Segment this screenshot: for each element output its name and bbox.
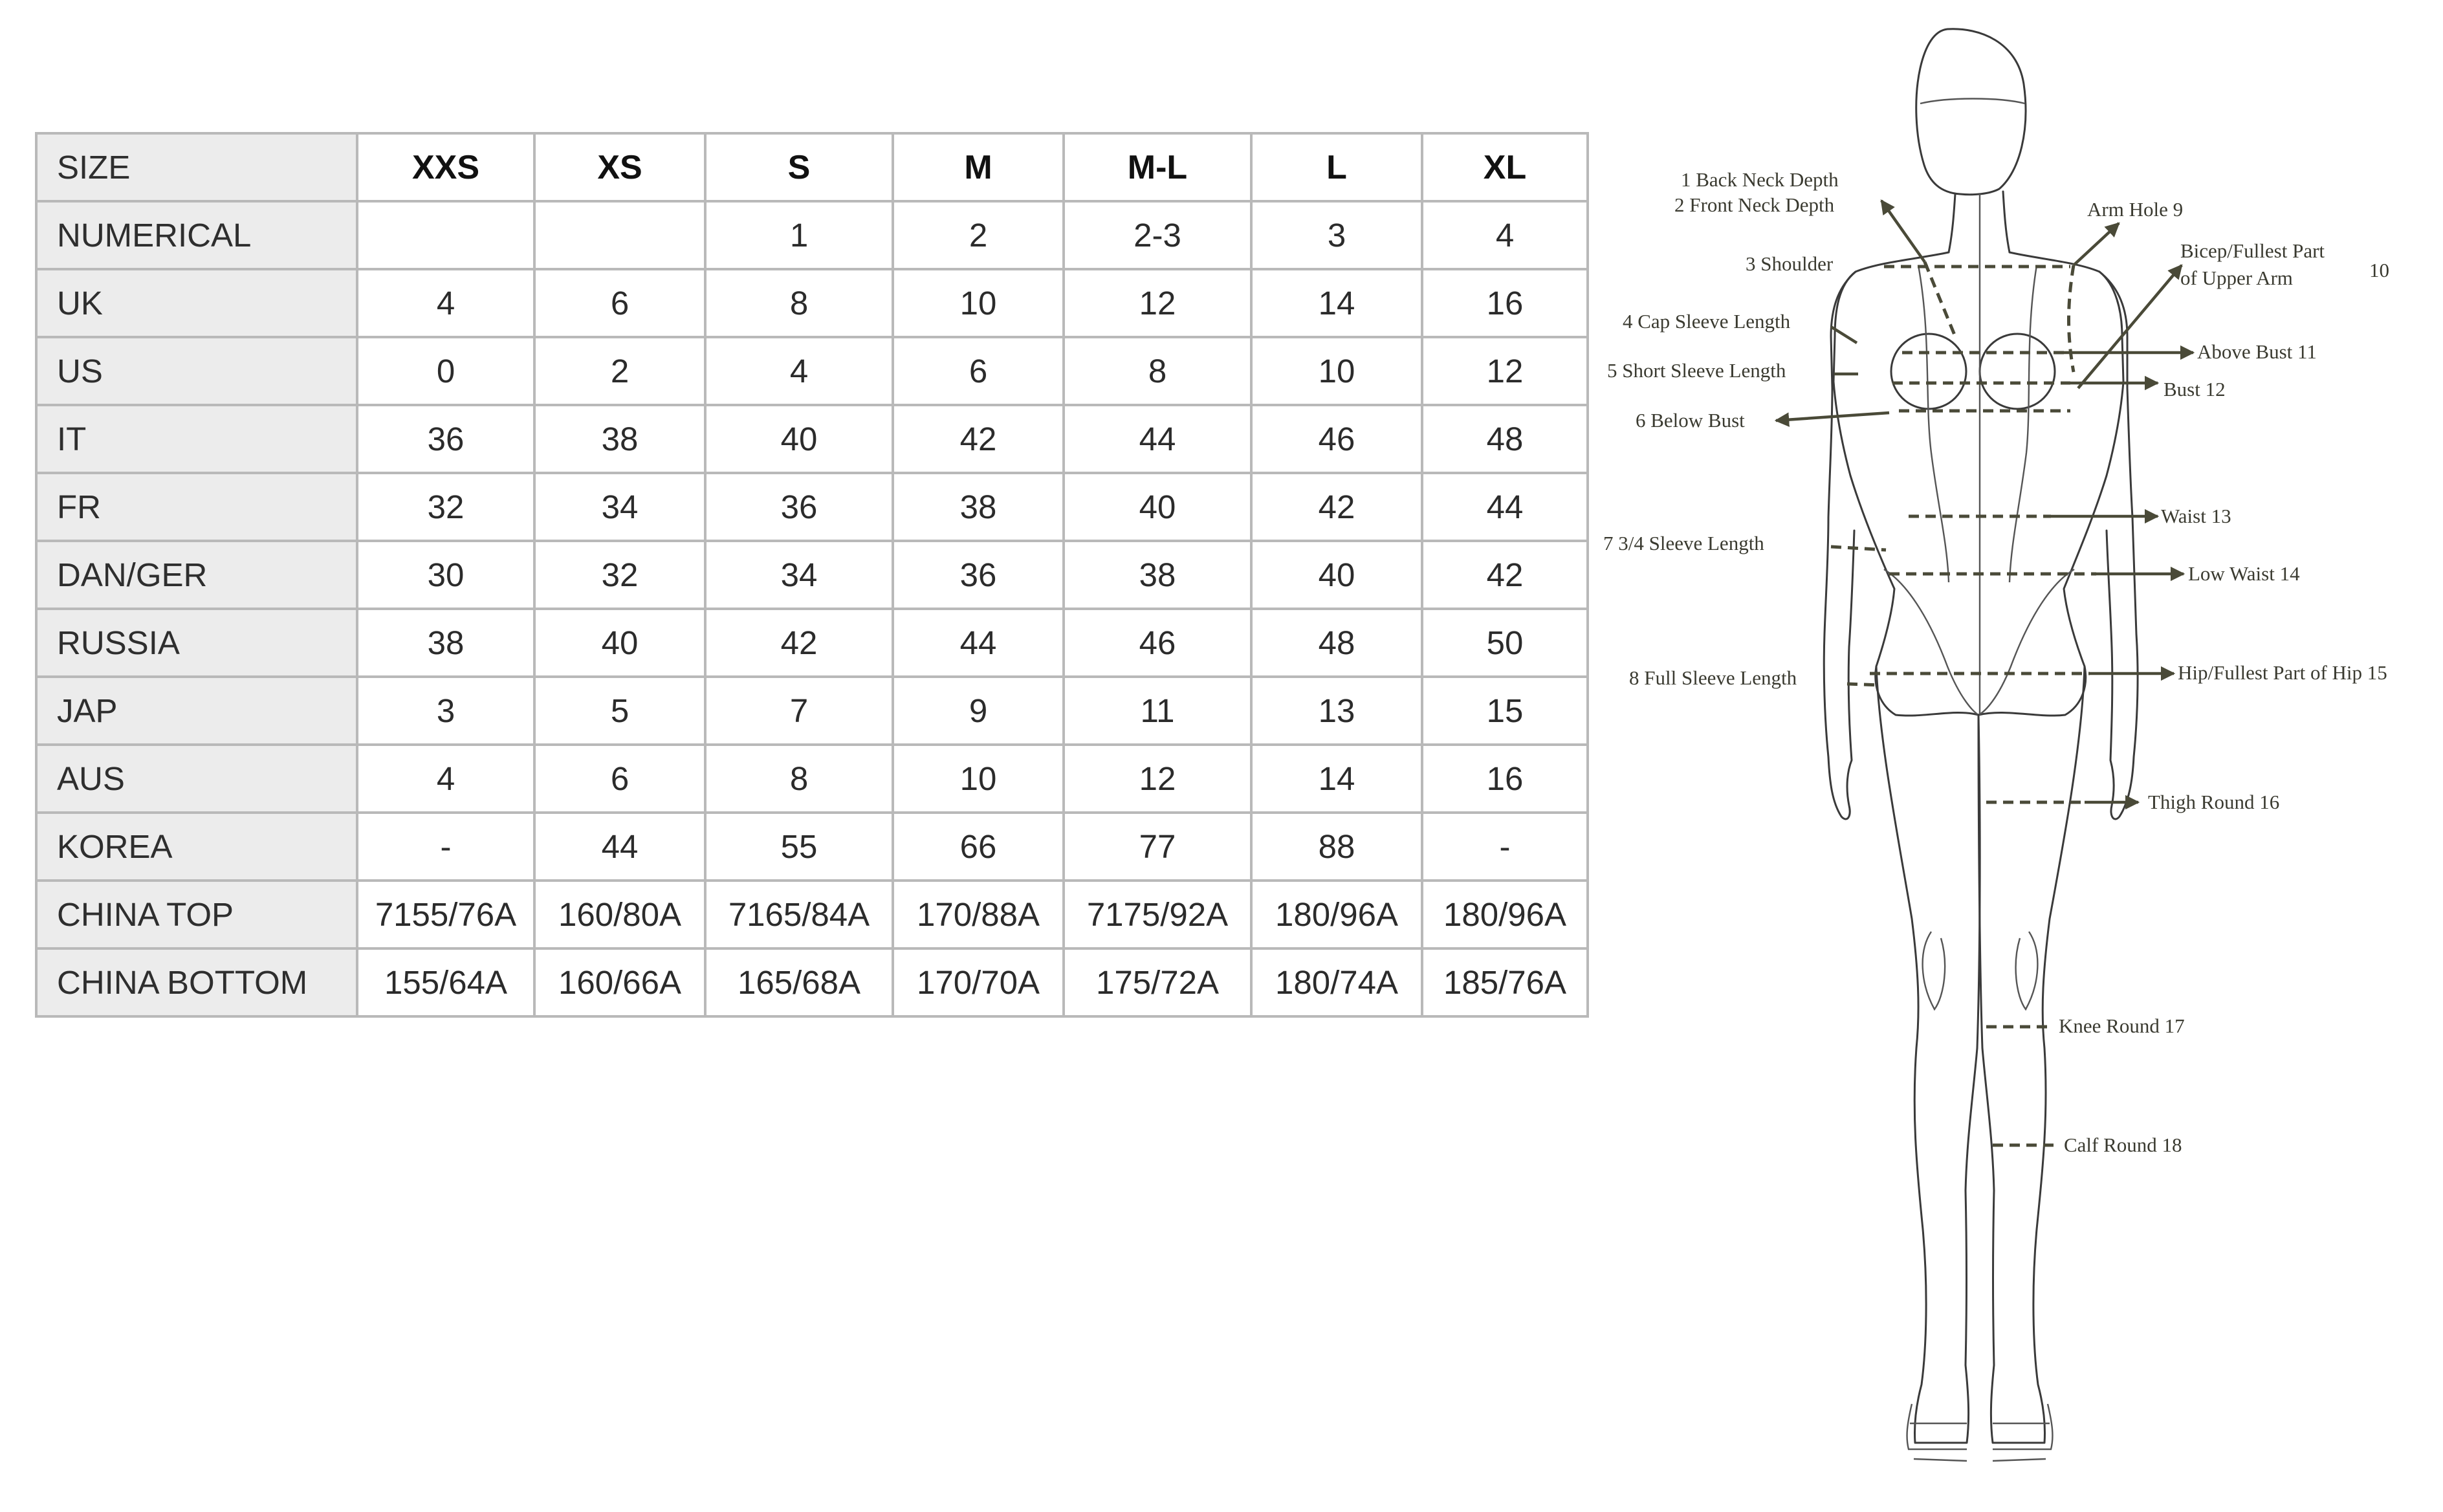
table-cell: 8	[705, 269, 893, 337]
label-back-neck-depth: 1 Back Neck Depth	[1681, 168, 1839, 191]
table-cell: 7	[705, 677, 893, 745]
figure-torso-left	[1834, 252, 1978, 716]
table-cell: 2	[893, 201, 1064, 269]
table-cell: 10	[893, 745, 1064, 813]
row-label: CHINA BOTTOM	[36, 948, 357, 1016]
table-cell: 0	[357, 337, 534, 405]
header-size-ml: M-L	[1064, 133, 1251, 201]
table-cell: 3	[1251, 201, 1422, 269]
table-cell: 9	[893, 677, 1064, 745]
table-cell: 170/88A	[893, 881, 1064, 948]
label-cap-sleeve-length: 4 Cap Sleeve Length	[1623, 310, 1791, 333]
table-cell: 34	[705, 541, 893, 609]
table-cell: 175/72A	[1064, 948, 1251, 1016]
row-label: DAN/GER	[36, 541, 357, 609]
table-cell: 46	[1251, 405, 1422, 473]
label-bust: Bust 12	[2164, 378, 2226, 400]
table-cell: 14	[1251, 269, 1422, 337]
label-above-bust: Above Bust 11	[2197, 340, 2317, 363]
table-cell: 16	[1422, 745, 1588, 813]
table-cell: 6	[534, 745, 705, 813]
table-cell: 42	[1251, 473, 1422, 541]
table-cell: -	[357, 813, 534, 881]
label-bicep-line2: of Upper Arm	[2180, 267, 2293, 289]
row-label: JAP	[36, 677, 357, 745]
table-cell: 7165/84A	[705, 881, 893, 948]
table-cell: 34	[534, 473, 705, 541]
table-cell: 32	[357, 473, 534, 541]
row-label: US	[36, 337, 357, 405]
label-bicep-line1: Bicep/Fullest Part	[2180, 239, 2325, 262]
figure-right-leg	[1978, 666, 2085, 1443]
table-cell: 8	[705, 745, 893, 813]
table-cell: 46	[1064, 609, 1251, 677]
table-cell: 2	[534, 337, 705, 405]
figure-head	[1916, 29, 2026, 195]
table-cell: 32	[534, 541, 705, 609]
table-cell: 66	[893, 813, 1064, 881]
label-bicep-number: 10	[2369, 259, 2389, 281]
table-cell: 6	[534, 269, 705, 337]
header-size-xs: XS	[534, 133, 705, 201]
table-cell: 4	[1422, 201, 1588, 269]
table-cell: 170/70A	[893, 948, 1064, 1016]
table-cell: 44	[534, 813, 705, 881]
figure-torso-right	[1978, 252, 2123, 716]
label-front-neck-depth: 2 Front Neck Depth	[1674, 193, 1835, 216]
row-label: RUSSIA	[36, 609, 357, 677]
label-calf-round: Calf Round 18	[2064, 1134, 2182, 1156]
header-size-label: SIZE	[36, 133, 357, 201]
table-cell: 36	[893, 541, 1064, 609]
table-cell: 180/96A	[1422, 881, 1588, 948]
table-cell: 30	[357, 541, 534, 609]
table-cell: 1	[705, 201, 893, 269]
table-cell: -	[1422, 813, 1588, 881]
table-cell: 7175/92A	[1064, 881, 1251, 948]
table-cell: 88	[1251, 813, 1422, 881]
row-label: UK	[36, 269, 357, 337]
row-label: AUS	[36, 745, 357, 813]
header-size-l: L	[1251, 133, 1422, 201]
table-cell: 36	[357, 405, 534, 473]
table-cell: 10	[1251, 337, 1422, 405]
figure-head-line	[1920, 99, 2025, 104]
bicep-arrow	[2078, 265, 2182, 388]
row-label: KOREA	[36, 813, 357, 881]
table-cell: 4	[357, 745, 534, 813]
table-cell: 15	[1422, 677, 1588, 745]
table-cell: 55	[705, 813, 893, 881]
table-cell: 180/74A	[1251, 948, 1422, 1016]
table-cell: 12	[1064, 745, 1251, 813]
table-cell: 48	[1251, 609, 1422, 677]
sleeve-full-guide	[1847, 684, 1879, 685]
row-label: CHINA TOP	[36, 881, 357, 948]
table-cell: 42	[893, 405, 1064, 473]
table-cell: 44	[1064, 405, 1251, 473]
header-size-s: S	[705, 133, 893, 201]
table-cell: 42	[1422, 541, 1588, 609]
table-cell: 38	[534, 405, 705, 473]
label-short-sleeve-length: 5 Short Sleeve Length	[1607, 359, 1786, 382]
armhole-arrow	[2074, 223, 2119, 265]
table-cell: 12	[1064, 269, 1251, 337]
table-cell: 4	[357, 269, 534, 337]
figure-right-knee	[2016, 932, 2038, 1009]
table-cell: 42	[705, 609, 893, 677]
table-cell: 40	[705, 405, 893, 473]
table-cell: 16	[1422, 269, 1588, 337]
figure-right-bust	[1980, 334, 2055, 409]
table-cell: 44	[1422, 473, 1588, 541]
table-cell: 44	[893, 609, 1064, 677]
armhole-guide	[2069, 265, 2074, 372]
table-cell: 160/66A	[534, 948, 705, 1016]
table-cell: 50	[1422, 609, 1588, 677]
figure-left-leg	[1876, 666, 1980, 1443]
label-thigh-round: Thigh Round 16	[2148, 791, 2280, 813]
figure-shoes	[1907, 1404, 2053, 1461]
table-cell: 13	[1251, 677, 1422, 745]
table-cell: 6	[893, 337, 1064, 405]
header-size-xl: XL	[1422, 133, 1588, 201]
table-cell: 38	[893, 473, 1064, 541]
label-full-sleeve-length: 8 Full Sleeve Length	[1629, 666, 1797, 689]
table-cell: 40	[1064, 473, 1251, 541]
table-cell: 14	[1251, 745, 1422, 813]
label-waist: Waist 13	[2161, 505, 2231, 527]
table-cell: 5	[534, 677, 705, 745]
table-cell: 77	[1064, 813, 1251, 881]
table-cell: 8	[1064, 337, 1251, 405]
table-cell: 38	[357, 609, 534, 677]
label-arm-hole: Arm Hole 9	[2087, 198, 2184, 221]
header-size-m: M	[893, 133, 1064, 201]
croquis-figure	[1824, 29, 2138, 1461]
table-cell: 40	[534, 609, 705, 677]
neck-depth-guide	[1925, 262, 1955, 336]
table-cell: 155/64A	[357, 948, 534, 1016]
table-cell: 36	[705, 473, 893, 541]
label-three-quarter-sleeve: 7 3/4 Sleeve Length	[1603, 532, 1764, 554]
row-label: IT	[36, 405, 357, 473]
row-label: FR	[36, 473, 357, 541]
table-cell: 4	[705, 337, 893, 405]
figure-left-knee	[1923, 932, 1945, 1009]
label-hip: Hip/Fullest Part of Hip 15	[2178, 661, 2387, 684]
table-cell: 40	[1251, 541, 1422, 609]
figure-left-arm	[1824, 272, 1856, 819]
figure-princess-seam-right	[2010, 265, 2037, 582]
table-cell: 38	[1064, 541, 1251, 609]
label-shoulder: 3 Shoulder	[1746, 252, 1834, 275]
table-cell: 165/68A	[705, 948, 893, 1016]
table-cell: 3	[357, 677, 534, 745]
table-cell: 7155/76A	[357, 881, 534, 948]
label-below-bust: 6 Below Bust	[1636, 409, 1745, 432]
label-low-waist: Low Waist 14	[2188, 562, 2300, 585]
table-cell: 160/80A	[534, 881, 705, 948]
table-cell: 12	[1422, 337, 1588, 405]
table-cell: 11	[1064, 677, 1251, 745]
measurement-guides	[1831, 262, 2096, 1145]
table-cell: 2-3	[1064, 201, 1251, 269]
table-cell: 10	[893, 269, 1064, 337]
measurement-labels	[1603, 168, 2389, 1156]
row-label: NUMERICAL	[36, 201, 357, 269]
header-size-xxs: XXS	[357, 133, 534, 201]
neck-depth-arrow	[1881, 201, 1925, 262]
table-cell: 180/96A	[1251, 881, 1422, 948]
table-cell: 48	[1422, 405, 1588, 473]
label-knee-round: Knee Round 17	[2059, 1014, 2185, 1037]
table-cell: 185/76A	[1422, 948, 1588, 1016]
